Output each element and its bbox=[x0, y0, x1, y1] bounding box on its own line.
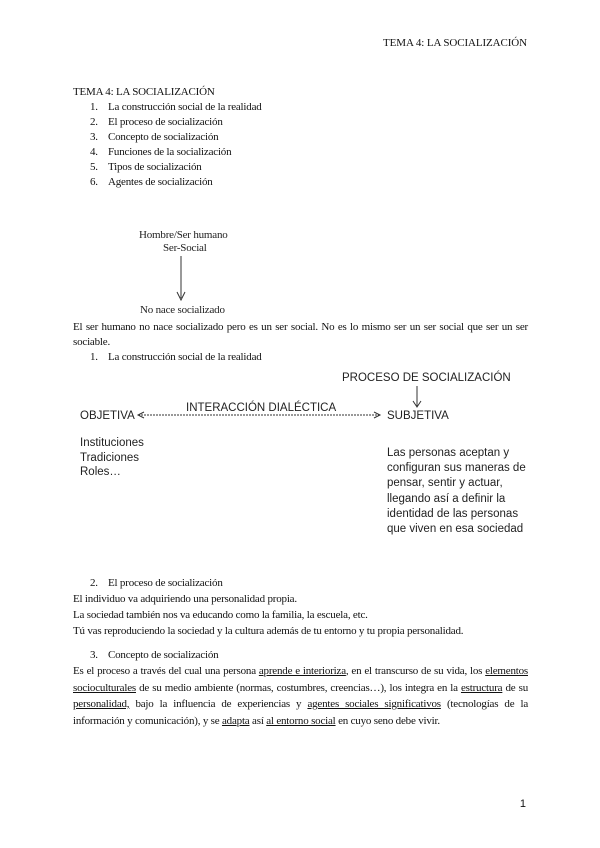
objective-item: Roles… bbox=[80, 466, 121, 478]
intro-paragraph: El ser humano no nace socializado pero es un ser social. No es lo mismo ser un ser social que ser un ser sociable. bbox=[73, 321, 528, 348]
dialectic-arrow bbox=[136, 409, 384, 421]
objective-item: Tradiciones bbox=[80, 451, 140, 464]
page-number: 1 bbox=[519, 798, 526, 810]
section3-heading: 3. Concepto de socialización bbox=[90, 649, 219, 661]
toc-title: TEMA 4: LA SOCIALIZACIÓN bbox=[73, 86, 215, 98]
toc-item: 3. Concepto de socialización bbox=[90, 131, 219, 143]
subjective-description bbox=[387, 446, 526, 537]
toc-item: 1. La construcción social de la realidad bbox=[90, 101, 262, 113]
subjetiva-label: SUBJETIVA bbox=[387, 410, 449, 422]
subjective-line: configuran sus maneras de bbox=[387, 462, 526, 475]
subjective-line: identidad de las personas bbox=[387, 507, 519, 520]
process-label: PROCESO DE SOCIALIZACIÓN bbox=[342, 372, 511, 384]
process-arrow bbox=[411, 386, 423, 410]
section3-paragraph: Es el proceso a través del cual una persona aprende e interioriza, en el transcurso de su vida, los elementos socioculturales de su medio ambiente (normas, costumbres, creencias…), los integra en la estructura de su personalidad, bajo la influencia de experiencias y agentes sociales significativos (tecnologías de la información y comunicación), y se adapta así al entorno social en cuyo seno debe vivir. bbox=[73, 665, 528, 727]
interaction-label: INTERACCIÓN DIALÉCTICA bbox=[186, 402, 337, 414]
toc-item: 2. El proceso de socialización bbox=[90, 116, 223, 128]
section2-heading: 2. El proceso de socialización bbox=[90, 577, 223, 589]
diagram1-line2: Ser-Social bbox=[163, 242, 207, 254]
diagram1-bottom: No nace socializado bbox=[140, 304, 225, 316]
objective-item: Instituciones bbox=[80, 437, 144, 449]
section1-heading: 1. La construcción social de la realidad bbox=[90, 351, 262, 363]
toc-item: 4. Funciones de la socialización bbox=[90, 146, 232, 158]
objective-items bbox=[80, 436, 144, 480]
section2-body: El individuo va adquiriendo una personalidad propia. La sociedad también nos va educando como la familia, la escuela, etc. Tú vas reproduciendo la sociedad y la cultura además de tu entorno y tu propia personalidad. bbox=[73, 593, 464, 637]
subjective-line: Las personas aceptan y bbox=[387, 447, 510, 459]
diagram1-arrow bbox=[176, 256, 186, 306]
toc-item: 6. Agentes de socialización bbox=[90, 176, 213, 188]
diagram1-line1: Hombre/Ser humano bbox=[139, 229, 228, 241]
subjective-line: llegando así a definir la bbox=[387, 492, 506, 505]
page-header: TEMA 4: LA SOCIALIZACIÓN bbox=[383, 37, 527, 49]
toc-list bbox=[90, 100, 262, 190]
subjective-line: pensar, sentir y actuar, bbox=[387, 477, 503, 490]
subjective-line: que viven en esa sociedad bbox=[387, 523, 524, 536]
toc-item: 5. Tipos de socialización bbox=[90, 161, 202, 173]
objetiva-label: OBJETIVA bbox=[80, 410, 135, 422]
